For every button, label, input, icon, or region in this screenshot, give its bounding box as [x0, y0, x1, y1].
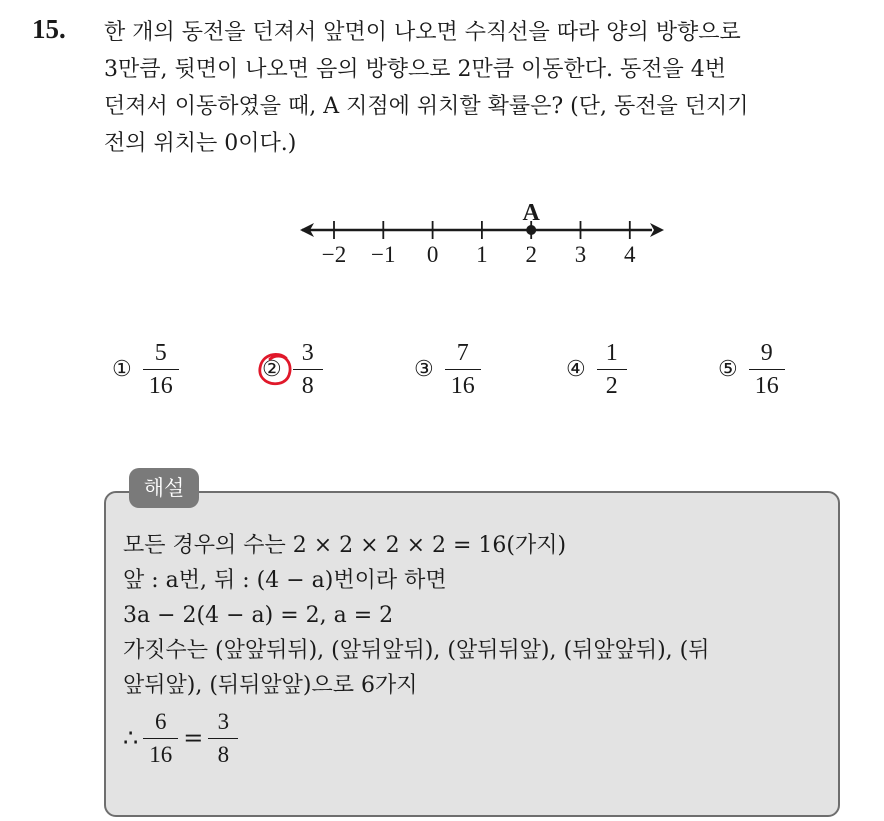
choice-mark: ③: [414, 357, 434, 382]
solution-line: 가짓수는 (앞앞뒤뒤), (앞뒤앞뒤), (앞뒤뒤앞), (뒤앞앞뒤), (뒤: [123, 638, 710, 663]
solution-line: 모든 경우의 수는 2 × 2 × 2 × 2 = 16(가지): [123, 533, 567, 558]
final-answer: [123, 709, 709, 768]
denominator: 16: [450, 373, 475, 399]
choice-mark-text: ②: [262, 357, 282, 382]
denominator: 16: [149, 742, 173, 767]
denominator: 16: [754, 373, 779, 399]
numerator: 7: [456, 340, 469, 366]
solution-line: 앞뒤앞), (뒤뒤앞앞)으로 6가지: [123, 673, 418, 698]
choice-2[interactable]: [262, 340, 320, 399]
solution-line: 앞 : a번, 뒤 : (4 − a)번이라 하면: [123, 568, 447, 593]
choice-fraction: [448, 340, 478, 399]
choice-1[interactable]: [112, 340, 176, 399]
choice-mark: ⑤: [718, 357, 738, 382]
tick-label: 1: [476, 242, 488, 267]
number-line: [0, 0, 884, 300]
solution-body: [123, 528, 709, 768]
numerator: 1: [605, 340, 618, 366]
point-a-marker: [526, 225, 536, 235]
numerator: 5: [154, 340, 167, 366]
choice-mark: [262, 357, 282, 382]
tick-label: 0: [426, 242, 439, 267]
point-a-label: A: [522, 200, 540, 226]
solution-line: 3a − 2(4 − a) = 2, a = 2: [123, 603, 394, 628]
choice-5[interactable]: [718, 340, 782, 399]
question-line: 한 개의 동전을 던져서 앞면이 나오면 수직선을 따라 양의 방향으로: [104, 20, 741, 45]
selected-circle-icon: [256, 350, 294, 388]
choice-fraction: [296, 340, 320, 399]
choice-fraction: [146, 340, 176, 399]
question-number: 15.: [32, 14, 66, 44]
tick-label: −1: [371, 242, 396, 267]
choice-4[interactable]: [566, 340, 624, 399]
numerator: 9: [760, 340, 773, 366]
numerator: 6: [155, 709, 167, 734]
right-arrow-icon: [650, 223, 664, 237]
numerator: 3: [301, 340, 314, 366]
question-line: 던져서 이동하였을 때, A 지점에 위치할 확률은? (단, 동전을 던지기: [104, 94, 749, 119]
question-line: 3만큼, 뒷면이 나오면 음의 방향으로 2만큼 이동한다. 동전을 4번: [104, 57, 726, 82]
final-fraction: [146, 709, 175, 768]
tick-label: 2: [525, 242, 537, 267]
numerator: 3: [217, 709, 230, 734]
tick-label: 3: [574, 242, 587, 267]
equals-symbol: =: [183, 724, 204, 752]
choice-3[interactable]: [414, 340, 478, 399]
denominator: 8: [301, 373, 314, 399]
choice-fraction: [600, 340, 624, 399]
tick-label: −2: [321, 242, 347, 267]
denominator: 16: [148, 373, 173, 399]
therefore-symbol: ∴: [123, 724, 139, 752]
tick-label: 4: [624, 242, 636, 267]
denominator: 8: [217, 742, 230, 767]
choice-fraction: [752, 340, 782, 399]
solution-tab: 해설: [129, 468, 199, 508]
answer-fraction: [211, 709, 235, 768]
denominator: 2: [605, 373, 618, 399]
choice-mark: ④: [566, 357, 586, 382]
choice-mark: ①: [112, 357, 132, 382]
question-line: 전의 위치는 0이다.): [104, 131, 297, 156]
